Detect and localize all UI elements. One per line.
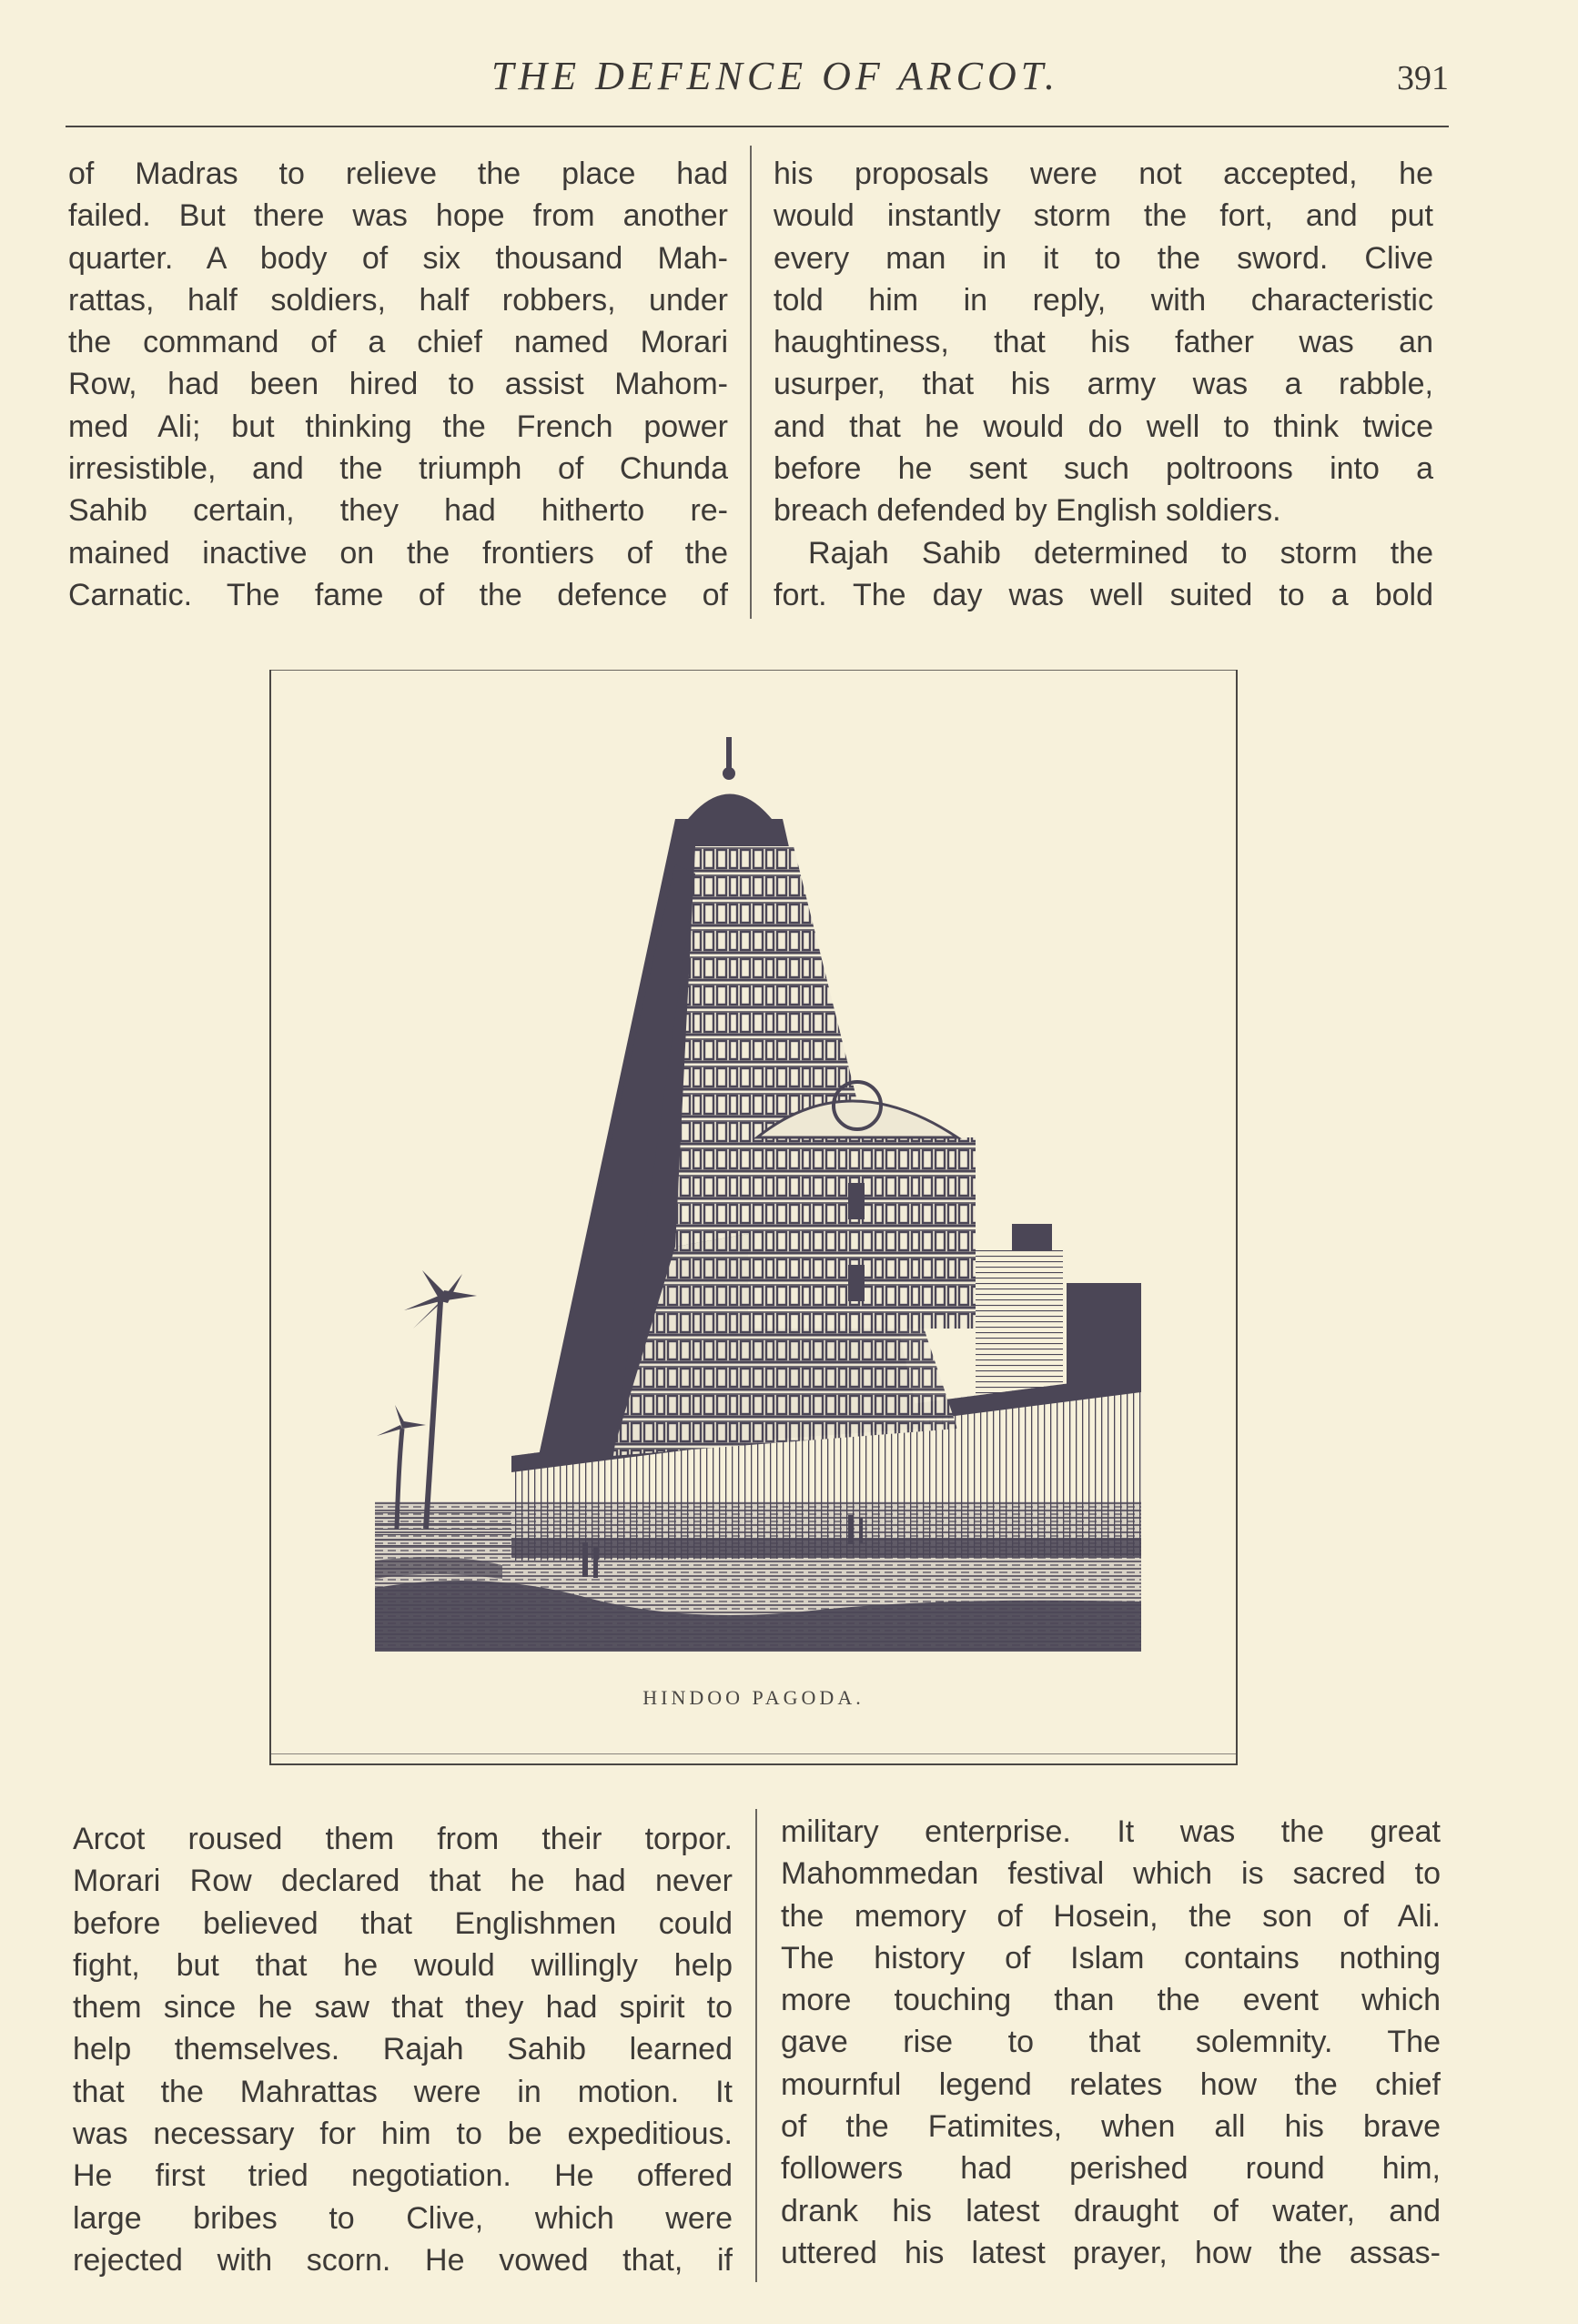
text-line: The history of Islam contains nothing xyxy=(781,1940,1441,1975)
text-column-bottom-left xyxy=(73,1818,733,2281)
hindoo-pagoda-engraving xyxy=(375,737,1141,1652)
text-line: Rajah Sahib determined to storm the xyxy=(808,535,1433,571)
text-line: of Madras to relieve the place had xyxy=(68,157,728,191)
paragraph xyxy=(68,153,728,616)
text-line: fight, but that he would willingly help xyxy=(73,1947,733,1983)
text-line: drank his latest draught of water, and xyxy=(781,2193,1441,2228)
text-column-top-right xyxy=(774,153,1433,616)
text-line: haughtiness, that his father was an xyxy=(774,325,1433,360)
text-line: them since he saw that they had spirit to xyxy=(73,1990,733,2026)
figure-caption: HINDOO PAGODA. xyxy=(642,1686,865,1709)
page-number: 391 xyxy=(1397,59,1449,97)
text-line: followers had perished round him, xyxy=(781,2151,1441,2187)
text-line: Row, had been hired to assist Mahom- xyxy=(68,367,728,402)
text-line: fort. The day was well suited to a bold xyxy=(774,577,1433,612)
text-line: and that he would do well to think twice xyxy=(774,409,1433,444)
text-line: med Ali; but thinking the French power xyxy=(68,409,728,444)
text-line: mained inactive on the frontiers of the xyxy=(68,535,728,571)
text-line: every man in it to the sword. Clive xyxy=(774,240,1433,276)
running-title: THE DEFENCE OF ARCOT. xyxy=(491,54,1060,98)
text-line: quarter. A body of six thousand Mah- xyxy=(68,240,728,276)
paragraph xyxy=(774,532,1433,617)
text-line: before believed that Englishmen could xyxy=(73,1905,733,1941)
text-line: would instantly storm the fort, and put xyxy=(774,198,1433,234)
text-line: of the Fatimites, when all his brave xyxy=(781,2109,1441,2145)
paragraph xyxy=(781,1811,1441,2274)
text-line: Carnatic. The fame of the defence of xyxy=(68,577,728,612)
paragraph xyxy=(73,1818,733,2281)
text-line: help themselves. Rajah Sahib learned xyxy=(73,2032,733,2067)
text-line: breach defended by English soldiers. xyxy=(774,493,1281,529)
running-header xyxy=(66,53,1449,126)
text-line: before he sent such poltroons into a xyxy=(774,451,1433,487)
text-line: Mahommedan festival which is sacred to xyxy=(781,1856,1441,1892)
text-line: irresistible, and the triumph of Chunda xyxy=(68,451,728,487)
text-line: Sahib certain, they had hitherto re- xyxy=(68,493,728,529)
text-line: usurper, that his army was a rabble, xyxy=(774,367,1433,402)
text-line: failed. But there was hope from another xyxy=(68,198,728,234)
column-divider xyxy=(750,146,752,619)
text-line: Morari Row declared that he had never xyxy=(73,1864,733,1899)
text-column-top-left xyxy=(68,153,728,616)
text-line: large bribes to Clive, which were xyxy=(73,2200,733,2236)
paragraph xyxy=(774,153,1433,532)
text-line: rejected with scorn. He vowed that, if xyxy=(73,2242,733,2278)
text-line: the command of a chief named Morari xyxy=(68,325,728,360)
text-line: that the Mahrattas were in motion. It xyxy=(73,2074,733,2109)
text-line: mournful legend relates how the chief xyxy=(781,2066,1441,2102)
text-line: his proposals were not accepted, he xyxy=(774,157,1433,191)
text-column-bottom-right xyxy=(781,1811,1441,2274)
text-line: Arcot roused them from their torpor. xyxy=(73,1822,733,1856)
text-line: rattas, half soldiers, half robbers, under xyxy=(68,282,728,318)
text-line: was necessary for him to be expeditious. xyxy=(73,2117,733,2152)
text-line: military enterprise. It was the great xyxy=(781,1814,1441,1849)
header-rule xyxy=(66,126,1449,127)
column-divider xyxy=(755,1809,757,2282)
text-line: gave rise to that solemnity. The xyxy=(781,2025,1441,2060)
text-line: told him in reply, with characteristic xyxy=(774,282,1433,318)
text-line: uttered his latest prayer, how the assas- xyxy=(781,2235,1441,2270)
text-line: He first tried negotiation. He offered xyxy=(73,2158,733,2194)
text-line: more touching than the event which xyxy=(781,1983,1441,2018)
text-line: the memory of Hosein, the son of Ali. xyxy=(781,1898,1441,1934)
